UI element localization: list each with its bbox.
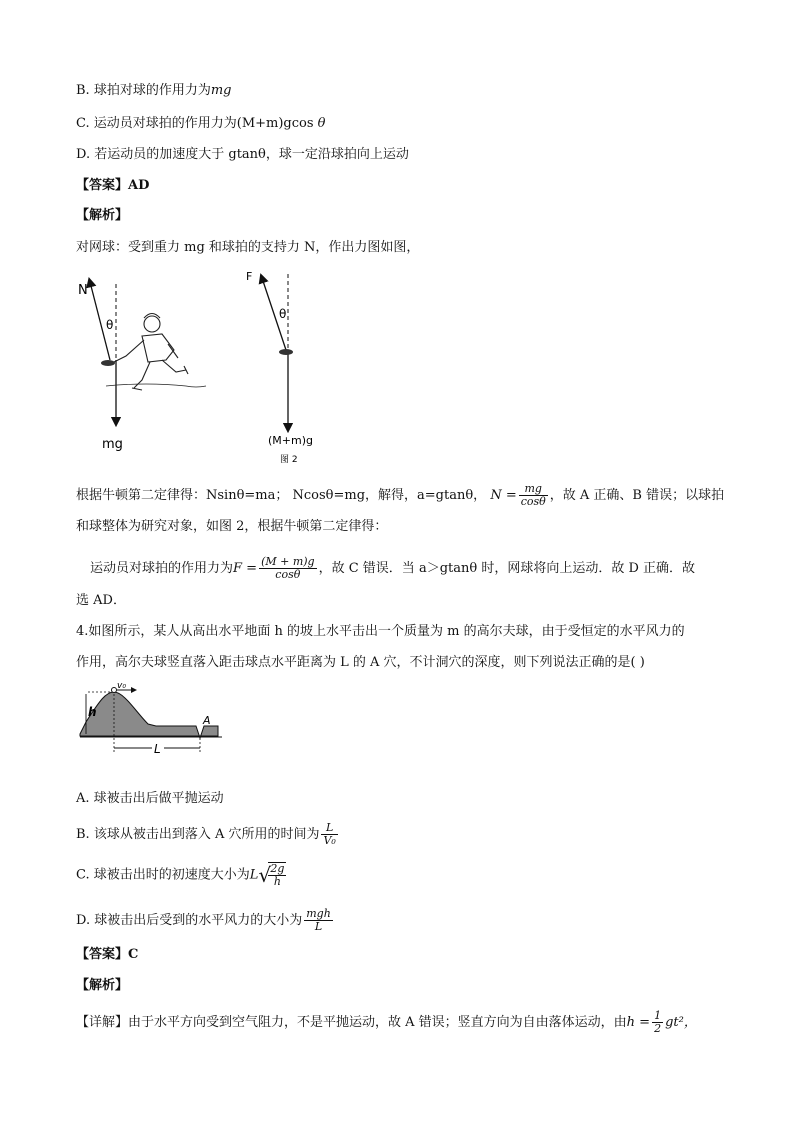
q4-stem-line1: 4.如图所示，某人从高出水平地面 h 的坡上水平击出一个质量为 m 的高尔夫球，由于受恒定的水平风力的 bbox=[76, 624, 685, 639]
q4-option-d bbox=[76, 908, 335, 933]
q3-analysis-title: 【解析】 bbox=[76, 208, 129, 223]
q3-option-c-expr: (M+m)gcos bbox=[236, 116, 314, 131]
q3-option-c-text: C. 运动员对球拍的作用力为 bbox=[76, 116, 237, 131]
fig1-racket-head bbox=[101, 360, 115, 366]
q4-detail-fraction: $\frac{1}{2}$ bbox=[654, 1009, 662, 1035]
q3-analysis-line3: 和球整体为研究对象，如图 2，根据牛顿第二定律得： bbox=[76, 519, 388, 534]
q4-analysis-title: 【解析】 bbox=[76, 978, 129, 993]
q3-option-d-expr: gtanθ bbox=[228, 147, 266, 162]
q4-figure-hill bbox=[76, 682, 226, 760]
fig2-racket-head bbox=[279, 349, 293, 355]
fig1-athlete-sketch bbox=[106, 314, 206, 391]
q3-option-d-text: D. 若运动员的加速度大于 bbox=[76, 147, 225, 162]
q4-detail-tail: gt²， bbox=[665, 1015, 697, 1030]
q4-detail bbox=[76, 1010, 697, 1035]
fig1-label-mg: mg bbox=[102, 437, 123, 452]
figure-2-racket bbox=[232, 266, 352, 466]
q4-answer: 【答案】C bbox=[76, 947, 139, 962]
figure-1-athlete bbox=[76, 272, 216, 452]
q3-analysis-line5: 选 AD． bbox=[76, 593, 126, 608]
q3-analysis-line4 bbox=[90, 556, 695, 581]
q3-analysis-line2 bbox=[76, 483, 724, 508]
q3-option-c bbox=[76, 115, 326, 133]
q4-golf-ball bbox=[112, 688, 117, 693]
q4-option-c-text: C. 球被击出时的初速度大小为 bbox=[76, 867, 250, 883]
q3-option-b-text: B. 球拍对球的作用力为 bbox=[76, 83, 211, 98]
q3-newton-eq-text: 根据牛顿第二定律得：Nsinθ=ma； Ncosθ=mg，解得，a=gtanθ， bbox=[76, 488, 487, 503]
fig2-label-f: F bbox=[246, 270, 253, 283]
q4-label-v0: v₀ bbox=[117, 682, 126, 691]
q4-option-b-fraction: $\frac{L}{\text{V₀}}$ bbox=[323, 821, 336, 847]
q4-option-c bbox=[76, 862, 288, 888]
q3-line4-prefix: 运动员对球拍的作用力为 bbox=[90, 561, 234, 576]
q4-label-l: L bbox=[154, 742, 161, 756]
q4-option-c-coef: L bbox=[249, 867, 259, 883]
q3-option-b-expr: mg bbox=[210, 83, 232, 98]
q3-line2-suffix: ，故 A 正确、B 错误；以球拍 bbox=[549, 488, 725, 503]
q4-hill-shape bbox=[80, 692, 218, 738]
q4-option-b-text: B. 该球从被击出到落入 A 穴所用的时间为 bbox=[76, 827, 320, 842]
fig2-label-theta: θ bbox=[279, 307, 287, 321]
q4-label-a: A bbox=[203, 714, 211, 727]
q4-detail-text: 【详解】由于水平方向受到空气阻力，不是平抛运动，故 A 错误；竖直方向为自由落体运动，由 bbox=[76, 1015, 627, 1030]
q3-option-c-theta: θ bbox=[317, 116, 326, 131]
q3-line4-suffix: ，故 C 错误．当 a＞gtanθ 时，网球将向上运动．故 D 正确．故 bbox=[318, 561, 696, 576]
q4-option-a: A. 球被击出后做平抛运动 bbox=[76, 791, 224, 806]
q3-f-eq: F = bbox=[233, 561, 258, 576]
q4-stem-line2: 作用，高尔夫球竖直落入距击球点水平距离为 L 的 A 穴，不计洞穴的深度，则下列说法正确的是( ) bbox=[76, 655, 645, 670]
q3-answer: 【答案】AD bbox=[76, 178, 150, 193]
q3-option-d-suffix: ，球一定沿球拍向上运动 bbox=[265, 147, 409, 162]
q4-option-d-text: D. 球被击出后受到的水平风力的大小为 bbox=[76, 913, 303, 928]
q3-option-b bbox=[76, 82, 231, 100]
q3-option-d bbox=[76, 146, 409, 164]
q3-n-eq: N = bbox=[490, 488, 517, 503]
q4-label-h: h bbox=[88, 705, 97, 719]
q3-analysis-line1: 对网球：受到重力 mg 和球拍的支持力 N，作出力图如图， bbox=[76, 240, 420, 255]
fig1-label-n: N bbox=[78, 283, 88, 298]
q4-option-b bbox=[76, 822, 340, 847]
fig1-label-theta: θ bbox=[106, 318, 114, 332]
fig2-caption: 图 2 bbox=[280, 455, 298, 465]
q3-n-fraction: $\frac{mg}{\cos\theta}$ bbox=[520, 482, 546, 508]
q4-option-c-sqrt: √ $\frac{2g}{h}$ bbox=[258, 862, 285, 888]
q4-option-d-fraction: $\frac{\text{mgh}}{L}$ bbox=[306, 907, 331, 933]
fig2-label-total: (M+m)g bbox=[268, 434, 313, 447]
q4-detail-h-eq: h = bbox=[626, 1015, 651, 1030]
q3-f-fraction: $\frac{(M + m)g}{\cos\theta}$ bbox=[261, 555, 315, 581]
